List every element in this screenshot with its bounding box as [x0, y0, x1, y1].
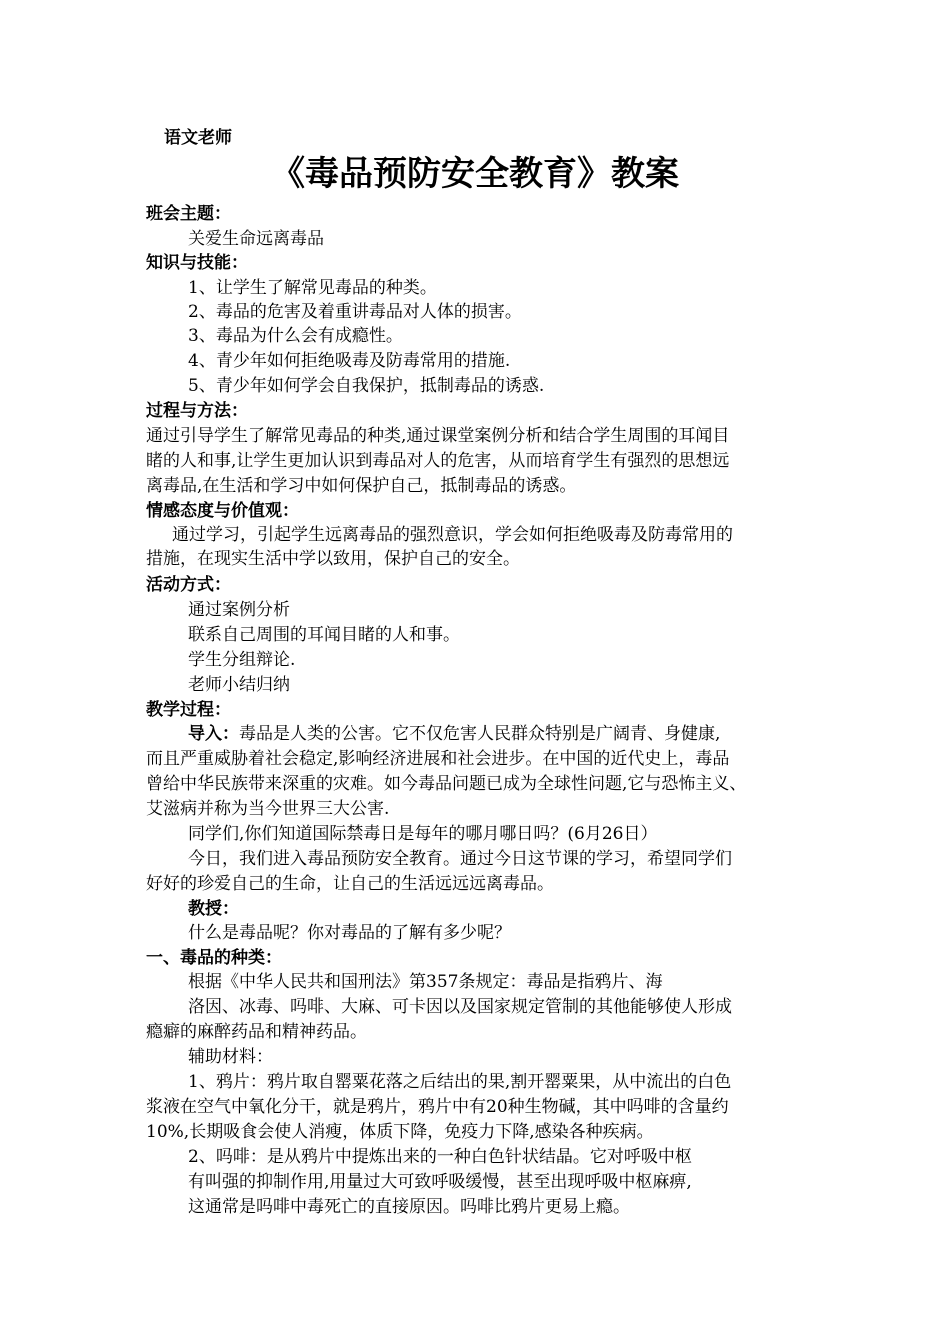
theme-heading: 班会主题： [146, 204, 231, 224]
activity-heading: 活动方式： [146, 575, 231, 595]
process-line: 离毒品,在生活和学习中如何保护自己，抵制毒品的诱惑。 [146, 476, 577, 496]
today-line: 今日，我们进入毒品预防安全教育。通过今日这节课的学习，希望同学们 [188, 849, 732, 869]
emotion-heading: 情感态度与价值观： [146, 501, 299, 521]
opium-line: 10%,长期吸食会使人消瘦，体质下降，免疫力下降,感染各种疾病。 [146, 1122, 654, 1142]
emotion-line: 通过学习，引起学生远离毒品的强烈意识，学会如何拒绝吸毒及防毒常用的 [172, 525, 733, 545]
page-title: 《毒品预防安全教育》教案 [271, 154, 679, 194]
intro-first: 毒品是人类的公害。它不仅危害人民群众特别是广阔青、身健康, [239, 724, 721, 744]
morphine-line: 有叫强的抑制作用,用量过大可致呼吸缓慢，甚至出现呼吸中枢麻痹, [188, 1172, 692, 1192]
teach-question: 什么是毒品呢？你对毒品的了解有多少呢？ [188, 923, 511, 943]
activity-item: 通过案例分析 [188, 600, 290, 620]
activity-item: 学生分组辩论. [188, 650, 296, 670]
law-line: 瘾癖的麻醉药品和精神药品。 [146, 1022, 367, 1042]
teaching-heading: 教学过程： [146, 700, 231, 720]
process-heading: 过程与方法： [146, 401, 248, 421]
intro-label: 导入： [188, 724, 239, 744]
intro-line: 而且严重威胁着社会稳定,影响经济进展和社会进步。在中国的近代史上，毒品 [146, 749, 730, 769]
knowledge-item: 2、毒品的危害及着重讲毒品对人体的损害。 [188, 302, 522, 322]
knowledge-item: 4、青少年如何拒绝吸毒及防毒常用的措施. [188, 351, 511, 371]
teach-label: 教授： [188, 899, 239, 919]
intro-line [188, 722, 720, 746]
knowledge-item: 5、青少年如何学会自我保护，抵制毒品的诱惑. [188, 376, 545, 396]
knowledge-item: 1、让学生了解常见毒品的种类。 [188, 278, 437, 298]
law-line: 洛因、冰毒、吗啡、大麻、可卡因以及国家规定管制的其他能够使人形成 [188, 997, 732, 1017]
emotion-line: 措施，在现实生活中学以致用，保护自己的安全。 [146, 549, 520, 569]
intro-line: 曾给中华民族带来深重的灾难。如今毒品问题已成为全球性问题,它与恐怖主义、 [146, 774, 747, 794]
process-line: 睹的人和事,让学生更加认识到毒品对人的危害，从而培育学生有强烈的思想远 [146, 451, 730, 471]
knowledge-heading: 知识与技能： [146, 253, 248, 273]
today-line: 好好的珍爱自己的生命，让自己的生活远远远离毒品。 [146, 874, 554, 894]
question-line: 同学们,你们知道国际禁毒日是每年的哪月哪日吗？(6月26日） [188, 824, 658, 844]
morphine-line: 这通常是吗啡中毒死亡的直接原因。吗啡比鸦片更易上瘾。 [188, 1197, 630, 1217]
process-line: 通过引导学生了解常见毒品的种类,通过课堂案例分析和结合学生周围的耳闻目 [146, 426, 730, 446]
activity-item: 老师小结归纳 [188, 675, 290, 695]
opium-line: 浆液在空气中氧化分干，就是鸦片，鸦片中有20种生物碱，其中吗啡的含量约 [146, 1097, 729, 1117]
intro-line: 艾滋病并称为当今世界三大公害. [146, 799, 390, 819]
theme-text: 关爱生命远离毒品 [188, 229, 324, 249]
opium-line: 1、鸦片：鸦片取自罂粟花落之后结出的果,割开罂粟果，从中流出的白色 [188, 1072, 732, 1092]
author-label: 语文老师 [164, 128, 232, 148]
law-line: 根据《中华人民共和国刑法》第357条规定：毒品是指鸦片、海 [188, 972, 663, 992]
knowledge-item: 3、毒品为什么会有成瘾性。 [188, 326, 403, 346]
activity-item: 联系自己周围的耳闻目睹的人和事。 [188, 625, 460, 645]
aux-label: 辅助材料： [188, 1047, 273, 1067]
morphine-line: 2、吗啡：是从鸦片中提炼出来的一种白色针状结晶。它对呼吸中枢 [188, 1147, 692, 1167]
kinds-heading: 一、毒品的种类： [146, 948, 282, 968]
